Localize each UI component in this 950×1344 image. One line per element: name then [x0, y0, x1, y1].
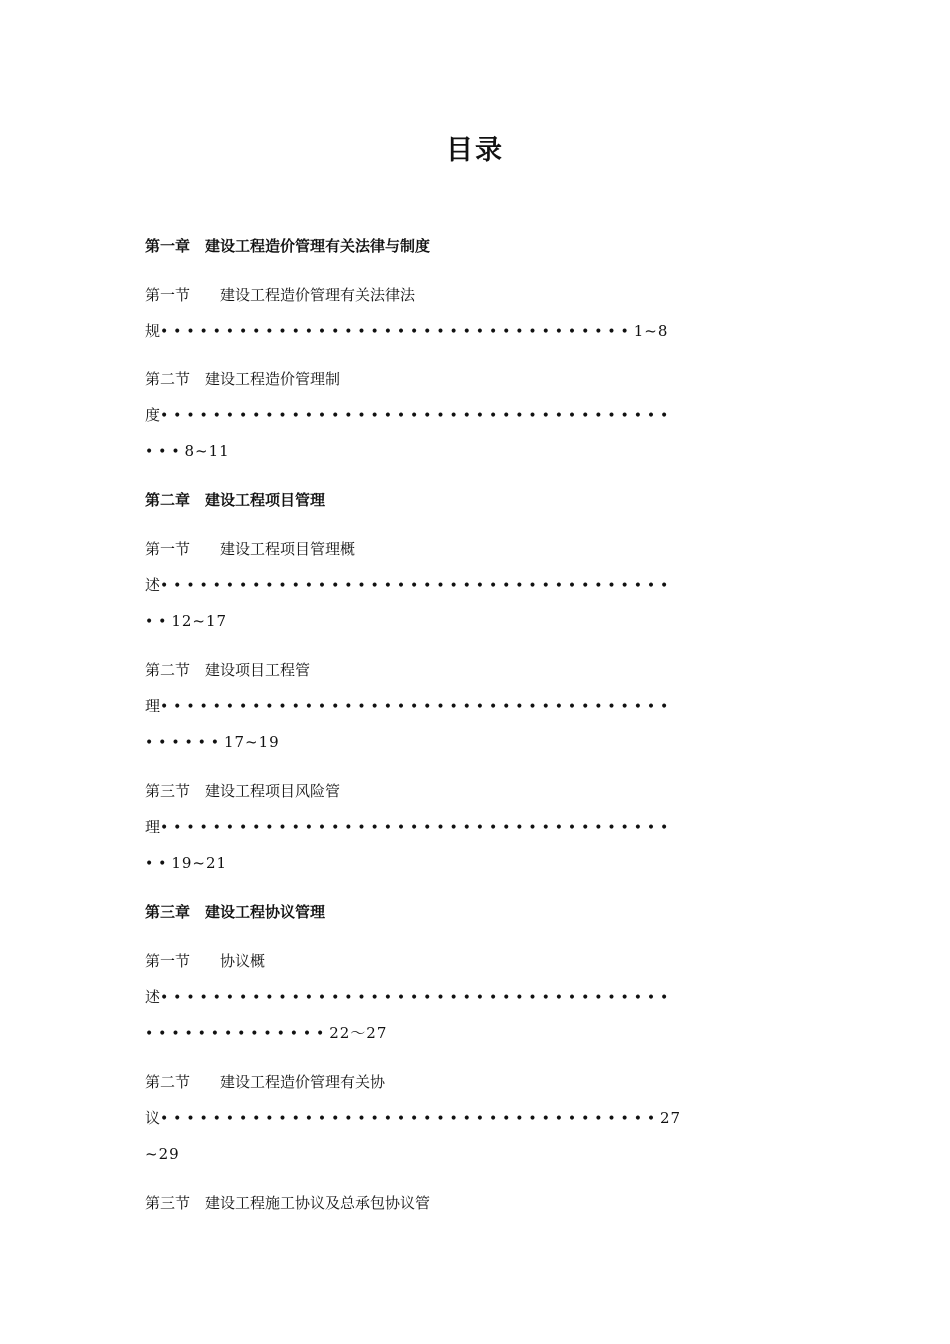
toc-entry-3-1[interactable] — [145, 951, 805, 971]
toc-entry-label-end: 述 — [145, 576, 161, 594]
dot-leader: ••• — [145, 444, 185, 460]
dot-leader: •••••• — [145, 735, 224, 751]
toc-entry-3-1-leader-cont — [145, 1023, 805, 1044]
page-range: 8~11 — [184, 442, 230, 460]
dot-leader: •• — [145, 614, 172, 630]
chapter-3-heading: 第三章 建设工程协议管理 — [145, 903, 326, 921]
dot-leader: •• — [145, 856, 172, 872]
toc-entry-label-end: 理 — [145, 818, 161, 836]
toc-entry-label: 第一节 建设工程造价管理有关法律法 — [145, 286, 416, 304]
toc-entry-3-2[interactable] — [145, 1072, 805, 1092]
toc-entry-2-2[interactable] — [145, 660, 805, 680]
toc-entry-3-2-leader-cont — [145, 1144, 805, 1164]
toc-entry-1-2[interactable] — [145, 369, 805, 389]
dot-leader: ••••••••••••••••••••••••••••••••••••••• — [160, 820, 674, 836]
toc-entry-label-end: 述 — [145, 988, 161, 1006]
toc-entry-label-end: 规 — [145, 322, 161, 340]
page-range: 1~8 — [633, 322, 669, 340]
toc-entry-1-1[interactable] — [145, 285, 805, 305]
toc-entry-1-2-leader-cont — [145, 441, 805, 462]
page-range: 17~19 — [223, 733, 280, 751]
dot-leader: •••••••••••••••••••••••••••••••••••• — [160, 324, 634, 340]
toc-entry-1-1-leader — [145, 321, 805, 342]
chapter-1-heading: 第一章 建设工程造价管理有关法律与制度 — [145, 237, 431, 255]
toc-entry-label: 第二节 建设项目工程管 — [145, 661, 311, 679]
toc-entry-label: 第三节 建设工程项目风险管 — [145, 782, 341, 800]
toc-entry-3-2-leader — [145, 1108, 805, 1129]
toc-entry-label-end: 理 — [145, 697, 161, 715]
dot-leader: ••••••••••••••••••••••••••••••••••••••• — [160, 990, 674, 1006]
toc-entry-label-end: 度 — [145, 406, 161, 424]
page-range: 19~21 — [171, 854, 228, 872]
toc-entry-3-3[interactable] — [145, 1193, 805, 1213]
dot-leader: ••••••••••••••••••••••••••••••••••••••• — [160, 699, 674, 715]
dot-leader: •••••••••••••• — [145, 1026, 330, 1042]
toc-entry-label: 第二节 建设工程造价管理有关协 — [145, 1073, 386, 1091]
page-range: 12~17 — [171, 612, 228, 630]
page-range-start: 27 — [660, 1109, 682, 1127]
dot-leader: •••••••••••••••••••••••••••••••••••••• — [160, 1111, 661, 1127]
toc-entry-label: 第三节 建设工程施工协议及总承包协议管 — [145, 1194, 431, 1212]
toc-entry-2-2-leader-cont — [145, 732, 805, 753]
chapter-2-heading: 第二章 建设工程项目管理 — [145, 491, 326, 509]
toc-title: 目录 — [446, 135, 504, 166]
toc-entry-2-1-leader-cont — [145, 611, 805, 632]
toc-entry-label: 第一节 协议概 — [145, 952, 266, 970]
toc-entry-2-2-leader — [145, 696, 805, 717]
toc-entry-3-1-leader — [145, 987, 805, 1008]
toc-entry-2-3[interactable] — [145, 781, 805, 801]
toc-entry-2-3-leader-cont — [145, 853, 805, 874]
toc-entry-label: 第一节 建设工程项目管理概 — [145, 540, 356, 558]
dot-leader: ••••••••••••••••••••••••••••••••••••••• — [160, 408, 674, 424]
toc-entry-2-1[interactable] — [145, 539, 805, 559]
page-range-end: ~29 — [145, 1145, 180, 1163]
toc-entry-2-1-leader — [145, 575, 805, 596]
page-range: 22～27 — [329, 1024, 388, 1042]
toc-entry-1-2-leader — [145, 405, 805, 426]
toc-entry-label: 第二节 建设工程造价管理制 — [145, 370, 341, 388]
toc-entry-label-end: 议 — [145, 1109, 161, 1127]
toc-entry-2-3-leader — [145, 817, 805, 838]
dot-leader: ••••••••••••••••••••••••••••••••••••••• — [160, 578, 674, 594]
